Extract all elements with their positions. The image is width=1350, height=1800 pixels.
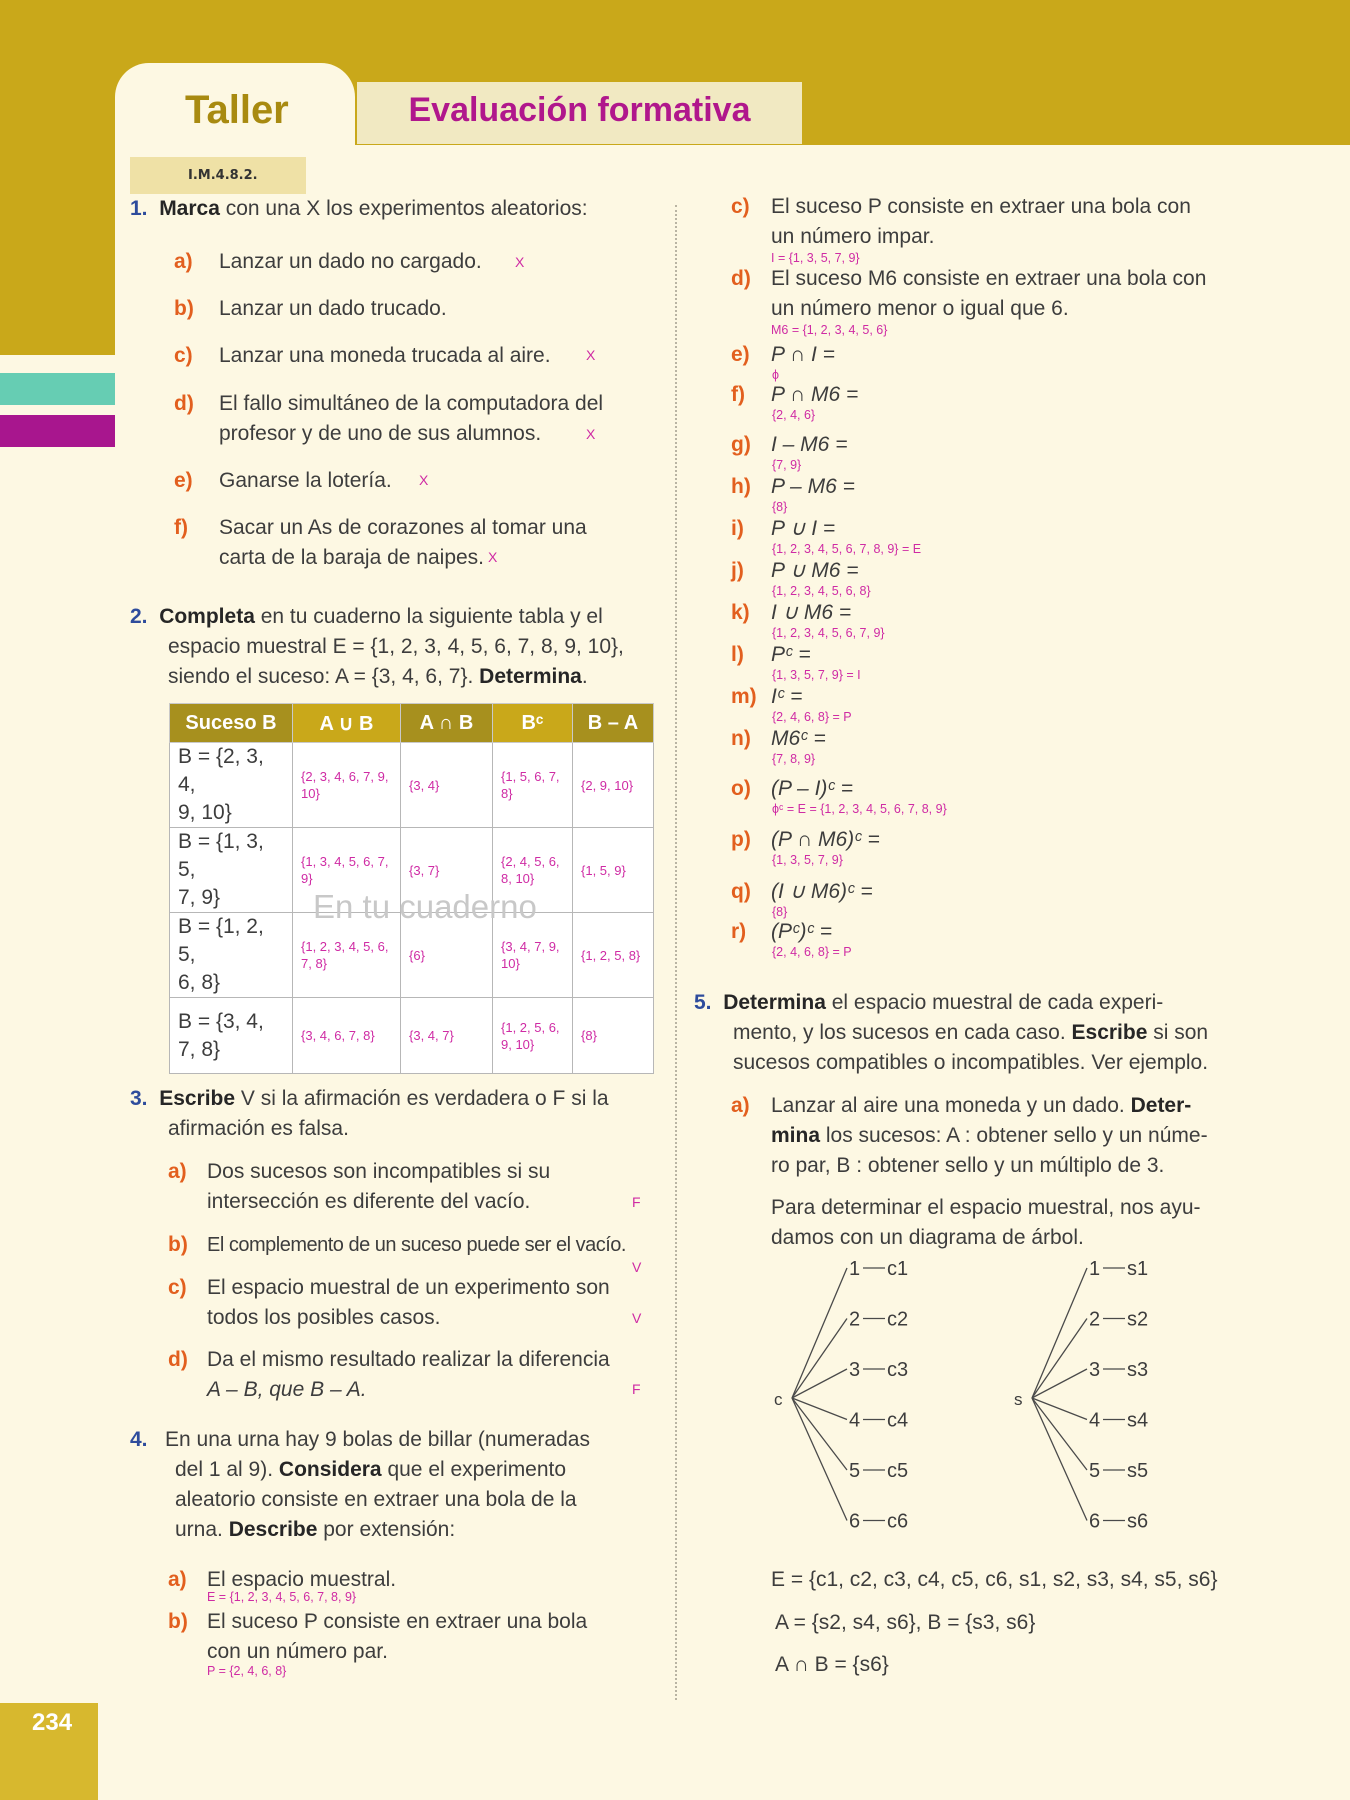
- op-letter-text: j): [731, 559, 744, 582]
- left-band: [0, 0, 115, 355]
- q3-text1: V si la afirmación es verdadera o F si la: [235, 1087, 609, 1110]
- tree-branch: [1032, 1319, 1087, 1399]
- q1-d-line1: El fallo simultáneo de la computadora del: [219, 392, 604, 415]
- q5-a-text1: Lanzar al aire una moneda y un dado.: [771, 1094, 1131, 1117]
- q1-e-mark: X: [419, 472, 429, 488]
- q3-item-c: [168, 1273, 187, 1303]
- table-cell: {2, 9, 10}: [573, 743, 654, 828]
- q4-a-text: El espacio muestral.: [207, 1568, 397, 1591]
- op-letter: [731, 774, 751, 804]
- q1-c-mark: X: [586, 347, 596, 363]
- tree-outcome: c4: [887, 1409, 909, 1432]
- table-cell: {1, 2, 5, 6, 9, 10}: [493, 998, 573, 1074]
- event-line2: 7, 9}: [178, 886, 221, 909]
- tree-root-label: s: [1014, 1390, 1023, 1409]
- op-expression: Iᶜ =: [771, 685, 803, 708]
- op-answer: {1, 2, 3, 4, 5, 6, 8}: [772, 584, 871, 598]
- q5-text2b: si son: [1147, 1021, 1209, 1044]
- q3-item-b: [168, 1230, 188, 1260]
- q4-verb1: Considera: [278, 1458, 382, 1481]
- q3-number: 3.: [130, 1087, 148, 1110]
- q4-b-letter: b): [168, 1610, 188, 1633]
- tree-outcome: c3: [887, 1359, 909, 1381]
- q5-line2: [733, 1018, 1208, 1048]
- table-cell-event: [170, 913, 293, 998]
- q4-item-d: [731, 264, 751, 294]
- page-number-box: [0, 1703, 98, 1800]
- q3-a-line1: Dos sucesos son incompatibles si su: [207, 1160, 551, 1183]
- q2-text3: siendo el suceso: A = {3, 4, 6, 7}.: [168, 665, 480, 688]
- op-letter: [731, 640, 744, 670]
- tree-branch: [1032, 1369, 1087, 1398]
- table-cell-event: [170, 998, 293, 1074]
- q1-d-letter: d): [174, 392, 194, 415]
- q3-a-mark: F: [632, 1194, 641, 1210]
- op-letter-text: o): [731, 777, 751, 800]
- tree-leaf-number: 6: [849, 1510, 861, 1533]
- op-answer: {2, 4, 6, 8} = P: [772, 710, 852, 724]
- q5-verb1: Determina: [723, 991, 826, 1014]
- tree-outcome: c6: [887, 1510, 909, 1533]
- op-letter: [731, 472, 751, 502]
- op-answer: ϕ: [772, 368, 780, 382]
- q5-verb2: Escribe: [1071, 1021, 1148, 1044]
- q1-f-mark: X: [488, 549, 498, 565]
- q3-d-line1: Da el mismo resultado realizar la diferencia: [207, 1348, 610, 1371]
- q3-c-letter: c): [168, 1276, 187, 1299]
- q4-line3: aleatorio consiste en extraer una bola de la: [175, 1488, 577, 1511]
- op-expression: I – M6 =: [771, 433, 848, 456]
- q4-text2: del 1 al 9).: [175, 1458, 279, 1481]
- q1-item-f: [174, 513, 188, 543]
- q3-a-letter: a): [168, 1160, 187, 1183]
- q4-verb2: Describe: [228, 1518, 318, 1541]
- indicator-code: I.M.4.8.2.: [130, 157, 306, 194]
- tree-leaf-number: 6: [1089, 1510, 1101, 1533]
- table-cell: {1, 5, 6, 7, 8}: [493, 743, 573, 828]
- table-cell: {3, 4, 6, 7, 8}: [293, 998, 401, 1074]
- table-header: Bᶜ: [493, 704, 573, 743]
- q4-c-letter: c): [731, 195, 750, 218]
- op-expression: Pᶜ =: [771, 643, 811, 666]
- op-expression: I ∪ M6 =: [771, 601, 852, 624]
- evaluation-title: Evaluación formativa: [408, 91, 751, 129]
- q3-b-mark: V: [632, 1259, 642, 1275]
- op-expression: P ∩ I =: [771, 343, 835, 366]
- op-letter: [731, 556, 744, 586]
- tree-leaf-number: 4: [849, 1409, 861, 1432]
- tree-outcome: s4: [1127, 1409, 1149, 1432]
- tree-right: [1014, 1258, 1148, 1533]
- event-line1: B = {3, 4,: [178, 1009, 264, 1033]
- q3-d-mark: F: [632, 1381, 641, 1397]
- op-letter-text: e): [731, 343, 750, 366]
- tree-branch: [1032, 1268, 1087, 1398]
- q2-number: 2.: [130, 605, 148, 628]
- table-cell: {1, 2, 5, 8}: [573, 913, 654, 998]
- q1-b-letter: b): [174, 297, 194, 320]
- tree-diagram: [760, 1250, 1220, 1550]
- op-letter-text: n): [731, 727, 751, 750]
- table-header: Suceso B: [170, 704, 293, 743]
- op-answer: ϕᶜ = E = {1, 2, 3, 4, 5, 6, 7, 8, 9}: [772, 802, 947, 816]
- q5-a-letter: a): [731, 1094, 750, 1117]
- table-cell-event: [170, 743, 293, 828]
- tree-leaf-number: 2: [849, 1308, 861, 1331]
- op-answer: {1, 2, 3, 4, 5, 6, 7, 8, 9} = E: [772, 542, 922, 556]
- tree-outcome: s6: [1127, 1510, 1149, 1533]
- q1-e-text: Ganarse la lotería.: [219, 469, 392, 492]
- table-cell: {2, 3, 4, 6, 7, 9, 10}: [293, 743, 401, 828]
- table-row: [170, 998, 654, 1074]
- tree-branch: [792, 1268, 847, 1398]
- table-cell-event: [170, 828, 293, 913]
- table-cell: {1, 2, 3, 4, 5, 6, 7, 8}: [293, 913, 401, 998]
- q2-line1: [130, 602, 603, 632]
- q4-b-line1: El suceso P consiste en extraer una bola: [207, 1610, 588, 1633]
- tree-outcome: c5: [887, 1460, 909, 1482]
- q3-d-letter: d): [168, 1348, 188, 1371]
- op-letter-text: m): [731, 685, 757, 708]
- table-cell: {3, 4, 7}: [401, 998, 493, 1074]
- q5-a-verb2: mina: [771, 1124, 821, 1147]
- table-cell: {6}: [401, 913, 493, 998]
- q5-para1: Para determinar el espacio muestral, nos ayu-: [771, 1196, 1201, 1219]
- magenta-bar: [0, 415, 115, 447]
- page-number: 234: [32, 1709, 73, 1736]
- q5-para2: damos con un diagrama de árbol.: [771, 1226, 1084, 1249]
- q1-f-line2: carta de la baraja de naipes.: [219, 546, 485, 569]
- q5-a-text2: los sucesos: A : obtener sello y un núme-: [820, 1124, 1208, 1147]
- q1-a-mark: X: [515, 254, 525, 270]
- op-expression: P ∪ I =: [771, 517, 836, 540]
- op-letter-text: h): [731, 475, 751, 498]
- q1-header: [130, 194, 588, 224]
- q1-item-d: [174, 389, 194, 419]
- q4-item-b: [168, 1607, 188, 1637]
- op-answer: {7, 9}: [772, 458, 802, 472]
- op-expression: M6ᶜ =: [771, 727, 826, 750]
- q1-item-a: [174, 247, 193, 277]
- q1-f-line1: Sacar un As de corazones al tomar una: [219, 516, 587, 539]
- op-letter: [731, 877, 751, 907]
- op-letter: [731, 380, 745, 410]
- tree-outcome: c2: [887, 1308, 909, 1331]
- q1-c-text: Lanzar una moneda trucada al aire.: [219, 344, 551, 367]
- op-answer: {2, 4, 6, 8} = P: [772, 945, 852, 959]
- q3-line2: afirmación es falsa.: [168, 1117, 349, 1140]
- q5-a-line1: [771, 1091, 1191, 1121]
- event-line1: B = {1, 3, 5,: [178, 830, 264, 881]
- q4-a-letter: a): [168, 1568, 187, 1591]
- column-divider: [675, 205, 677, 1700]
- q1-item-c: [174, 341, 193, 371]
- op-letter-text: p): [731, 828, 751, 851]
- op-answer: {8}: [772, 905, 788, 919]
- q1-item-b: [174, 294, 194, 324]
- q4-text2b: que el experimento: [381, 1458, 567, 1481]
- q5-line1: [694, 988, 1163, 1018]
- q1-a-letter: a): [174, 250, 193, 273]
- q5-text2: mento, y los sucesos en cada caso.: [733, 1021, 1072, 1044]
- op-letter-text: f): [731, 383, 745, 406]
- table-cell: {1, 3, 4, 5, 6, 7, 9}: [293, 828, 401, 913]
- op-expression: (Pᶜ)ᶜ =: [771, 920, 833, 943]
- q4-b-line2: con un número par.: [207, 1640, 388, 1663]
- q3-item-d: [168, 1345, 188, 1375]
- tree-leaf-number: 4: [1089, 1409, 1101, 1432]
- q1-d-mark: X: [586, 426, 596, 442]
- table-cell: {1, 5, 9}: [573, 828, 654, 913]
- table-header: B – A: [573, 704, 654, 743]
- op-letter: [731, 724, 751, 754]
- table-cell: {3, 4, 7, 9, 10}: [493, 913, 573, 998]
- q2-verb: Completa: [159, 605, 255, 628]
- op-letter: [731, 340, 750, 370]
- tree-outcome: s5: [1127, 1460, 1149, 1482]
- q4-item-a: [168, 1565, 187, 1595]
- table-header: A ∪ B: [293, 704, 401, 743]
- q5-item-a: [731, 1091, 750, 1121]
- q1-e-letter: e): [174, 469, 193, 492]
- q1-a-text: Lanzar un dado no cargado.: [219, 250, 482, 273]
- tree-left: [774, 1258, 908, 1533]
- q4-a-answer: E = {1, 2, 3, 4, 5, 6, 7, 8, 9}: [207, 1590, 357, 1604]
- q2-end: .: [581, 665, 588, 688]
- q5-line3: sucesos compatibles o incompatibles. Ver ejemplo.: [733, 1051, 1209, 1074]
- tree-branch: [792, 1369, 847, 1398]
- table-cell: {8}: [573, 998, 654, 1074]
- q2-verb2: Determina: [479, 665, 582, 688]
- q2-line3: [168, 662, 588, 692]
- tree-root-label: c: [774, 1390, 783, 1409]
- op-expression: (I ∪ M6)ᶜ =: [771, 880, 873, 903]
- q5-result3: A ∩ B = {s6}: [775, 1653, 889, 1676]
- q1-c-letter: c): [174, 344, 193, 367]
- q1-f-letter: f): [174, 516, 188, 539]
- op-letter: [731, 598, 750, 628]
- teal-bar: [0, 373, 115, 405]
- tree-leaf-number: 5: [849, 1460, 861, 1482]
- q4-text4b: por extensión:: [317, 1518, 456, 1541]
- op-letter-text: k): [731, 601, 750, 624]
- op-answer: {1, 3, 5, 7, 9}: [772, 853, 843, 867]
- q4-d-line2: un número menor o igual que 6.: [771, 297, 1069, 320]
- q4-text1: En una urna hay 9 bolas de billar (numeradas: [165, 1428, 590, 1451]
- op-answer: {1, 3, 5, 7, 9} = I: [772, 668, 861, 682]
- q4-d-letter: d): [731, 267, 751, 290]
- q1-text: con una X los experimentos aleatorios:: [219, 197, 588, 220]
- q3-item-a: [168, 1157, 187, 1187]
- taller-title: Taller: [185, 88, 289, 132]
- op-letter-text: g): [731, 433, 751, 456]
- op-expression: P ∩ M6 =: [771, 383, 859, 406]
- q1-b-text: Lanzar un dado trucado.: [219, 297, 447, 320]
- q4-item-c: [731, 192, 750, 222]
- q4-b-answer: P = {2, 4, 6, 8}: [207, 1664, 287, 1678]
- tree-outcome: s3: [1127, 1359, 1149, 1381]
- op-expression: P – M6 =: [771, 475, 855, 498]
- tree-outcome: c1: [887, 1258, 909, 1280]
- op-expression: P ∪ M6 =: [771, 559, 859, 582]
- q3-c-line2: todos los posibles casos.: [207, 1306, 441, 1329]
- tree-leaf-number: 1: [849, 1258, 861, 1280]
- tree-outcome: s1: [1127, 1258, 1149, 1280]
- op-answer: {8}: [772, 500, 788, 514]
- q3-c-mark: V: [632, 1310, 642, 1326]
- q5-a-line3: ro par, B : obtener sello y un múltiplo de 3.: [771, 1154, 1165, 1177]
- tree-outcome: s2: [1127, 1308, 1149, 1331]
- tree-leaf-number: 1: [1089, 1258, 1101, 1280]
- q4-d-line1: El suceso M6 consiste en extraer una bola con: [771, 267, 1207, 290]
- event-line1: B = {2, 3, 4,: [178, 745, 264, 796]
- q5-result2: A = {s2, s4, s6}, B = {s3, s6}: [775, 1611, 1036, 1634]
- q5-text1: el espacio muestral de cada experi-: [825, 991, 1164, 1014]
- table-row: [170, 743, 654, 828]
- tree-leaf-number: 2: [1089, 1308, 1101, 1331]
- q4-line2: [175, 1455, 566, 1485]
- q5-number: 5.: [694, 991, 712, 1014]
- op-expression: (P ∩ M6)ᶜ =: [771, 828, 880, 851]
- q4-c-line1: El suceso P consiste en extraer una bola con: [771, 195, 1191, 218]
- q4-d-answer: M6 = {1, 2, 3, 4, 5, 6}: [771, 323, 888, 337]
- table-header-row: [170, 704, 654, 743]
- q1-number: 1.: [130, 197, 148, 220]
- op-letter: [731, 917, 746, 947]
- op-answer: {1, 2, 3, 4, 5, 6, 7, 9}: [772, 626, 885, 640]
- q3-b-line1: El complemento de un suceso puede ser el vacío.: [207, 1234, 626, 1256]
- q4-c-answer: I = {1, 3, 5, 7, 9}: [771, 251, 860, 265]
- event-line1: B = {1, 2, 5,: [178, 915, 264, 966]
- q3-c-line1: El espacio muestral de un experimento son: [207, 1276, 610, 1299]
- tree-branch: [792, 1319, 847, 1399]
- op-letter-text: r): [731, 920, 747, 943]
- watermark-text: En tu cuaderno: [313, 888, 537, 925]
- op-answer: {2, 4, 6}: [772, 408, 816, 422]
- q4-line1: [130, 1425, 590, 1455]
- op-expression: (P – I)ᶜ =: [771, 777, 853, 800]
- q3-b-letter: b): [168, 1233, 188, 1256]
- q3-d-line2: A – B, que B – A.: [207, 1378, 367, 1401]
- op-letter-text: q): [731, 880, 751, 903]
- q3-verb: Escribe: [159, 1087, 236, 1110]
- op-letter: [731, 682, 757, 712]
- q4-c-line2: un número impar.: [771, 225, 935, 248]
- tree-leaf-number: 5: [1089, 1460, 1101, 1482]
- table-cell: {3, 7}: [401, 828, 493, 913]
- event-line2: 9, 10}: [178, 801, 232, 824]
- tree-leaf-number: 3: [849, 1359, 861, 1381]
- q1-d-line2: profesor y de uno de sus alumnos.: [219, 422, 542, 445]
- table-cell: {2, 4, 5, 6, 8, 10}: [493, 828, 573, 913]
- tree-leaf-number: 3: [1089, 1359, 1101, 1381]
- q5-a-verb1: Deter-: [1130, 1094, 1192, 1117]
- q1-verb: Marca: [159, 197, 220, 220]
- table-header: A ∩ B: [401, 704, 493, 743]
- q3-line1: [130, 1084, 609, 1114]
- q4-line4: [175, 1515, 455, 1545]
- q2-text1: en tu cuaderno la siguiente tabla y el: [254, 605, 603, 628]
- q4-text4: urna.: [175, 1518, 229, 1541]
- q5-result1: E = {c1, c2, c3, c4, c5, c6, s1, s2, s3, s4, s5, s6}: [771, 1568, 1218, 1591]
- op-answer: {7, 8, 9}: [772, 752, 816, 766]
- table-cell: {3, 4}: [401, 743, 493, 828]
- op-letter-text: i): [731, 517, 744, 540]
- op-letter: [731, 430, 751, 460]
- q4-number: 4.: [130, 1428, 148, 1451]
- q3-a-line2: intersección es diferente del vacío.: [207, 1190, 531, 1213]
- op-letter: [731, 514, 744, 544]
- q2-line2: espacio muestral E = {1, 2, 3, 4, 5, 6, 7, 8, 9, 10},: [168, 635, 624, 658]
- event-line2: 7, 8}: [178, 1037, 221, 1061]
- q5-a-line2: [771, 1121, 1208, 1151]
- op-letter-text: l): [731, 643, 744, 666]
- op-letter: [731, 825, 751, 855]
- q1-item-e: [174, 466, 193, 496]
- event-line2: 6, 8}: [178, 971, 221, 994]
